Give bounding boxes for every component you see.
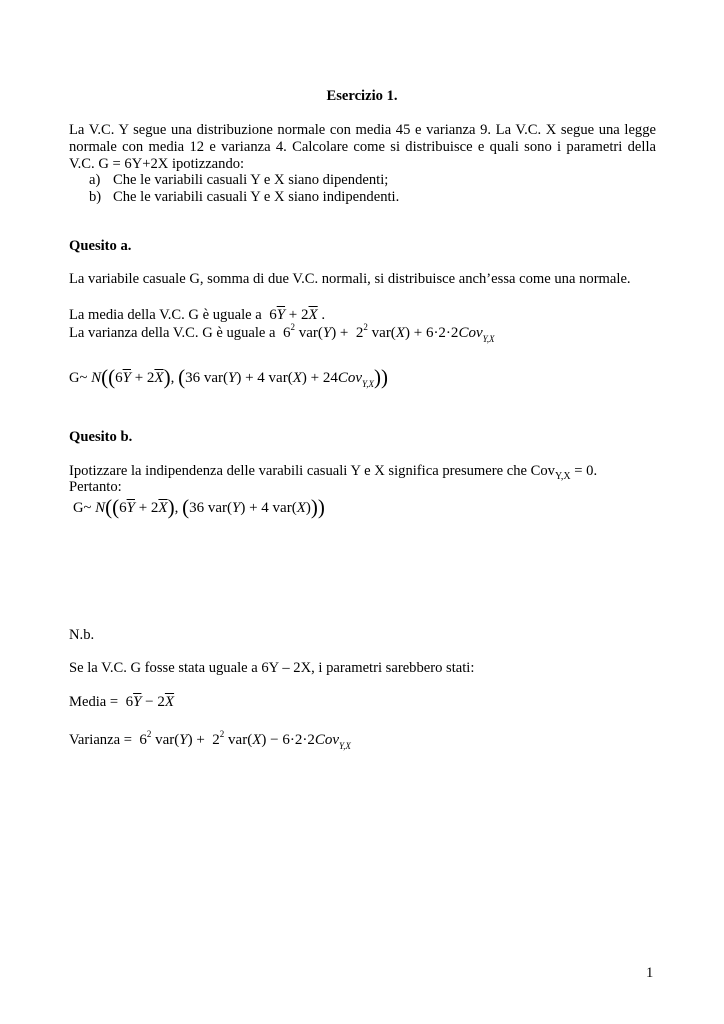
list-item — [89, 172, 388, 189]
pertanto-text: Pertanto: — [69, 479, 122, 495]
quesito-b-text-main: Ipotizzare la indipendenza delle varabili casuali Y e X significa presumere che Cov — [69, 463, 555, 479]
list-item — [89, 189, 399, 206]
problem-line-3: V.C. G = 6Y+2X ipotizzando: — [69, 156, 245, 172]
list-item-text: Che le variabili casuali Y e X siano dipendenti; — [113, 172, 389, 188]
distribution-formula-b — [73, 495, 325, 519]
nb-varianza-formula — [69, 729, 351, 751]
list-item-label: b) — [89, 189, 102, 205]
nb-media-formula — [69, 694, 174, 711]
quesito-a-heading: Quesito a. — [69, 238, 132, 254]
dist-prefix-b: G~ — [73, 500, 92, 516]
varianza-prefix: La varianza della V.C. G è uguale a — [69, 325, 276, 341]
dist-expression-a: $N((6\overline{Y} + 2\overline{X})$, (36 var(Y) + 4 var(X) + 24Cov$_{Y,X}$)) — [91, 365, 388, 389]
nb-media-expression: $6\overline{Y} - 2\overline{X}$ — [121, 694, 175, 710]
exercise-title: Esercizio 1. — [326, 88, 398, 104]
quesito-b-heading: Quesito b. — [69, 429, 133, 445]
nb-text: Se la V.C. G fosse stata uguale a 6Y – 2X, i parametri sarebbero stati: — [69, 660, 475, 676]
media-prefix: La media della V.C. G è uguale a — [69, 307, 262, 323]
quesito-b-text-suffix: = 0. — [570, 463, 598, 479]
nb-varianza-expression: $6^2$ $var(Y) + 2^2$ var(X) − 6·2·2Cov$_{Y,X}$ — [135, 729, 351, 751]
nb-media-prefix: Media = — [69, 694, 119, 710]
dist-prefix-a: G~ — [69, 370, 88, 386]
quesito-b-text — [69, 463, 597, 480]
distribution-formula-a — [69, 365, 388, 389]
list-item-label: a) — [89, 172, 101, 188]
quesito-a-text: La variabile casuale G, somma di due V.C. normali, si distribuisce anch’essa come una normale. — [69, 271, 631, 287]
problem-line-1: La V.C. Y segue una distribuzione normale con media 45 e varianza 9. La V.C. X segue una legge — [69, 122, 656, 138]
cov-subscript: Y,X — [554, 471, 571, 482]
nb-varianza-prefix: Varianza = — [69, 732, 132, 748]
varianza-expression: $6^2$ $var(Y) + 2^2$ var(X) + 6·2·2Cov$_{Y,X}$ — [279, 322, 495, 344]
nb-heading: N.b. — [69, 627, 95, 643]
media-expression: $6\overline{Y} + 2\overline{X}$ . — [265, 307, 326, 323]
problem-line-2: normale con media 12 e varianza 4. Calcolare come si distribuisce e quali sono i parametri della — [69, 139, 656, 155]
page-number: 1 — [646, 965, 654, 981]
varianza-formula — [69, 322, 495, 344]
dist-expression-b: $N((6\overline{Y} + 2\overline{X})$, (36 var(Y) + 4 var(X))) — [95, 495, 325, 519]
list-item-text: Che le variabili casuali Y e X siano indipendenti. — [113, 189, 400, 205]
media-formula — [69, 307, 325, 324]
